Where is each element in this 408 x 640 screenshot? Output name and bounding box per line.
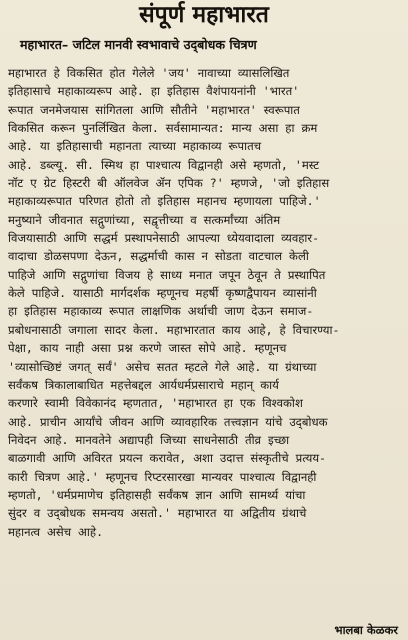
page-title: संपूर्ण महाभारत [139, 2, 269, 28]
text-line: मनुष्याने जीवनात सद्गुणांच्या, सद्वृत्तीच्या व सत्कर्मांच्या अंतिम [8, 212, 281, 227]
text-line: आहे. प्राचीन आर्यांचे जीवन आणि व्यावहारिक तत्त्वज्ञान यांचे उद्‌बोधक [8, 414, 328, 429]
text-line: कारी चित्रण आहे.' म्हणूनच रिप्टरसारखा मान्यवर पाश्चात्य विद्वानही [8, 469, 317, 484]
text-line: विकसित करून पुनर्लिखित केला. सर्वसामान्यत: मान्य असा हा क्रम [8, 121, 318, 136]
text-line: सर्वंकष त्रिकालाबाधित महत्तेबद्दल आर्यधर्मप्रसाराचे महान् कार्य [8, 377, 279, 392]
text-line: केले पाहिजे. यासाठी मार्गदर्शक म्हणूनच महर्षी कृष्णद्वैपायन व्यासांनी [8, 286, 317, 301]
text-line: म्हणतो, 'धर्मप्रमाणेच इतिहासही सर्वंकष ज्ञान आणि सामर्थ्य यांचा [8, 487, 306, 502]
text-line: विजयासाठी आणि सद्धर्म प्रस्थापनेसाठी आपल्या ध्येयवादाला व्यवहार- [8, 231, 320, 246]
text-line: निवेदन आहे. मानवतेने अद्यापही जिच्या साधनेसाठी तीव्र इच्छा [8, 432, 290, 447]
text-line: हा इतिहास महाकाव्य रूपात लाक्षणिक अर्थाची जाण देऊन समाज- [8, 304, 314, 319]
text-line: प्रबोधनासाठी जगाला सादर केला. महाभारतात काय आहे, हे विचारण्या- [8, 322, 340, 337]
text-line: महाकाव्यरूपात परिणत होतो तो इतिहास महानच म्हणायला पाहिजे.' [8, 194, 321, 209]
text-line: 'व्यासोच्छिष्टं जगत् सर्वं' असेच सतत म्हटले गेले आहे. या ग्रंथाच्या [8, 359, 317, 374]
text-line: बाळगावी आणि अविरत प्रयत्न करावेत, अशा उदात्त संस्कृतीचे प्रत्यय- [8, 451, 327, 466]
body-text [8, 64, 400, 541]
text-line: महानत्व असेच आहे. [8, 524, 104, 539]
text-line: पाहिजे आणि सद्गुणांचा विजय हे साध्य मनात जपून ठेवून ते प्रस्थापित [8, 267, 326, 282]
text-line: सुंदर व उद्‌बोधक समन्वय असतो.' महाभारत या अद्वितीय ग्रंथाचे [8, 506, 307, 521]
text-line: नॉट ए ग्रेट हिस्टरी बी ऑलवेज ॲन एपिक ?' म्हणजे, 'जो इतिहास [8, 176, 330, 191]
text-line: आहे. डब्ल्यू. सी. स्मिथ हा पाश्चात्य विद्वानही असे म्हणतो, 'मस्ट [8, 157, 320, 172]
text-line: आहे. या इतिहासाची महानता त्याच्या महाकाव्य रूपातच [8, 139, 262, 154]
text-line: वादाचा डोळसपणा देऊन, सद्धर्माची कास न सोडता वाटचाल केली [8, 249, 309, 264]
text-line: करणारे स्वामी विवेकानंद म्हणतात, 'महाभारत हा एक विश्वकोश [8, 396, 303, 411]
text-line: रूपात जनमेजयास सांगितला आणि सौतीने 'महाभारत' स्वरूपात [8, 102, 300, 117]
text-line: पेक्षा, काय नाही असा प्रश्न करणे जास्त सोपे आहे. म्हणूनच [8, 341, 287, 356]
page-subtitle: महाभारत– जटिल मानवी स्वभावाचे उद्‌बोधक चित्रण [20, 37, 257, 52]
author-name: भालबा केळकर [334, 623, 398, 637]
text-line: इतिहासाचे महाकाव्यरूप आहे. हा इतिहास वैशंपायनांनी 'भारत' [8, 84, 300, 99]
text-line: महाभारत हे विकसित होत गेलेले 'जय' नावाच्या व्यासलिखित [8, 66, 290, 80]
